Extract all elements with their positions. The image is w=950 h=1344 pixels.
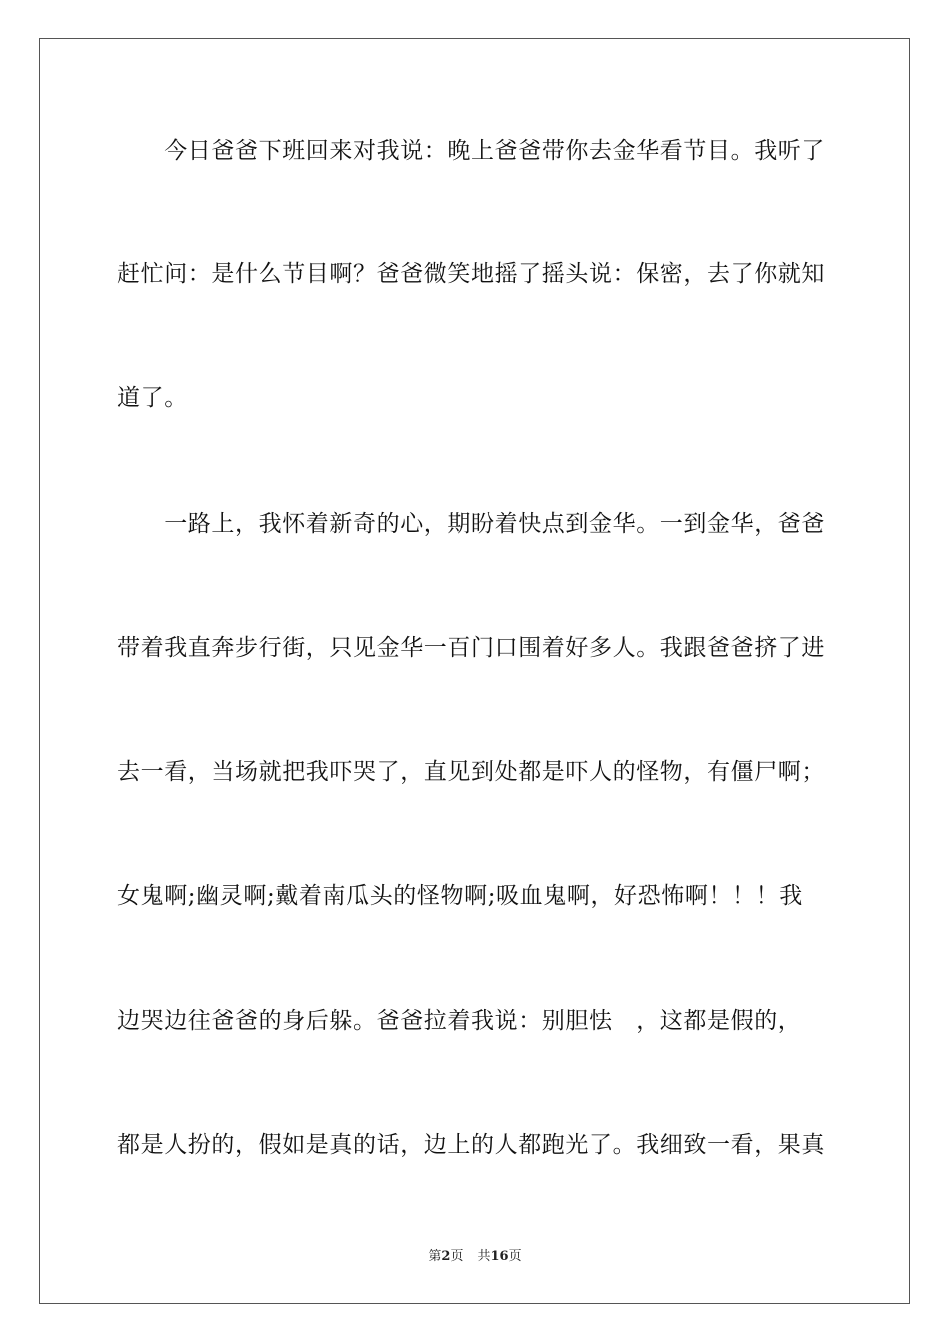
text-line-2: 赶忙问：是什么节目啊？爸爸微笑地摇了摇头说：保密，去了你就知 — [117, 261, 825, 287]
text-line-4: 一路上，我怀着新奇的心，期盼着快点到金华。一到金华，爸爸 — [117, 511, 825, 537]
current-page-number: 2 — [441, 1249, 451, 1264]
page-footer — [0, 1248, 950, 1266]
text-line-8: 边哭边往爸爸的身后躲。爸爸拉着我说：别胆怯 ，这都是假的， — [117, 1008, 802, 1034]
text-line-7: 女鬼啊;幽灵啊;戴着南瓜头的怪物啊;吸血鬼啊，好恐怖啊！！！我 — [117, 883, 803, 909]
text-line-1: 今日爸爸下班回来对我说：晚上爸爸带你去金华看节目。我听了 — [117, 138, 825, 164]
total-suffix: 页 — [508, 1249, 522, 1264]
text-line-3: 道了。 — [117, 385, 188, 411]
text-line-6: 去一看，当场就把我吓哭了，直见到处都是吓人的怪物，有僵尸啊； — [117, 759, 825, 785]
page-prefix: 第 — [428, 1249, 442, 1264]
total-prefix: 共 — [477, 1249, 491, 1264]
text-line-5: 带着我直奔步行街，只见金华一百门口围着好多人。我跟爸爸挤了进 — [117, 635, 825, 661]
total-page-count: 16 — [490, 1249, 509, 1264]
page-border — [39, 38, 910, 1304]
page-suffix: 页 — [450, 1249, 464, 1264]
text-line-9: 都是人扮的，假如是真的话，边上的人都跑光了。我细致一看，果真 — [117, 1132, 825, 1158]
